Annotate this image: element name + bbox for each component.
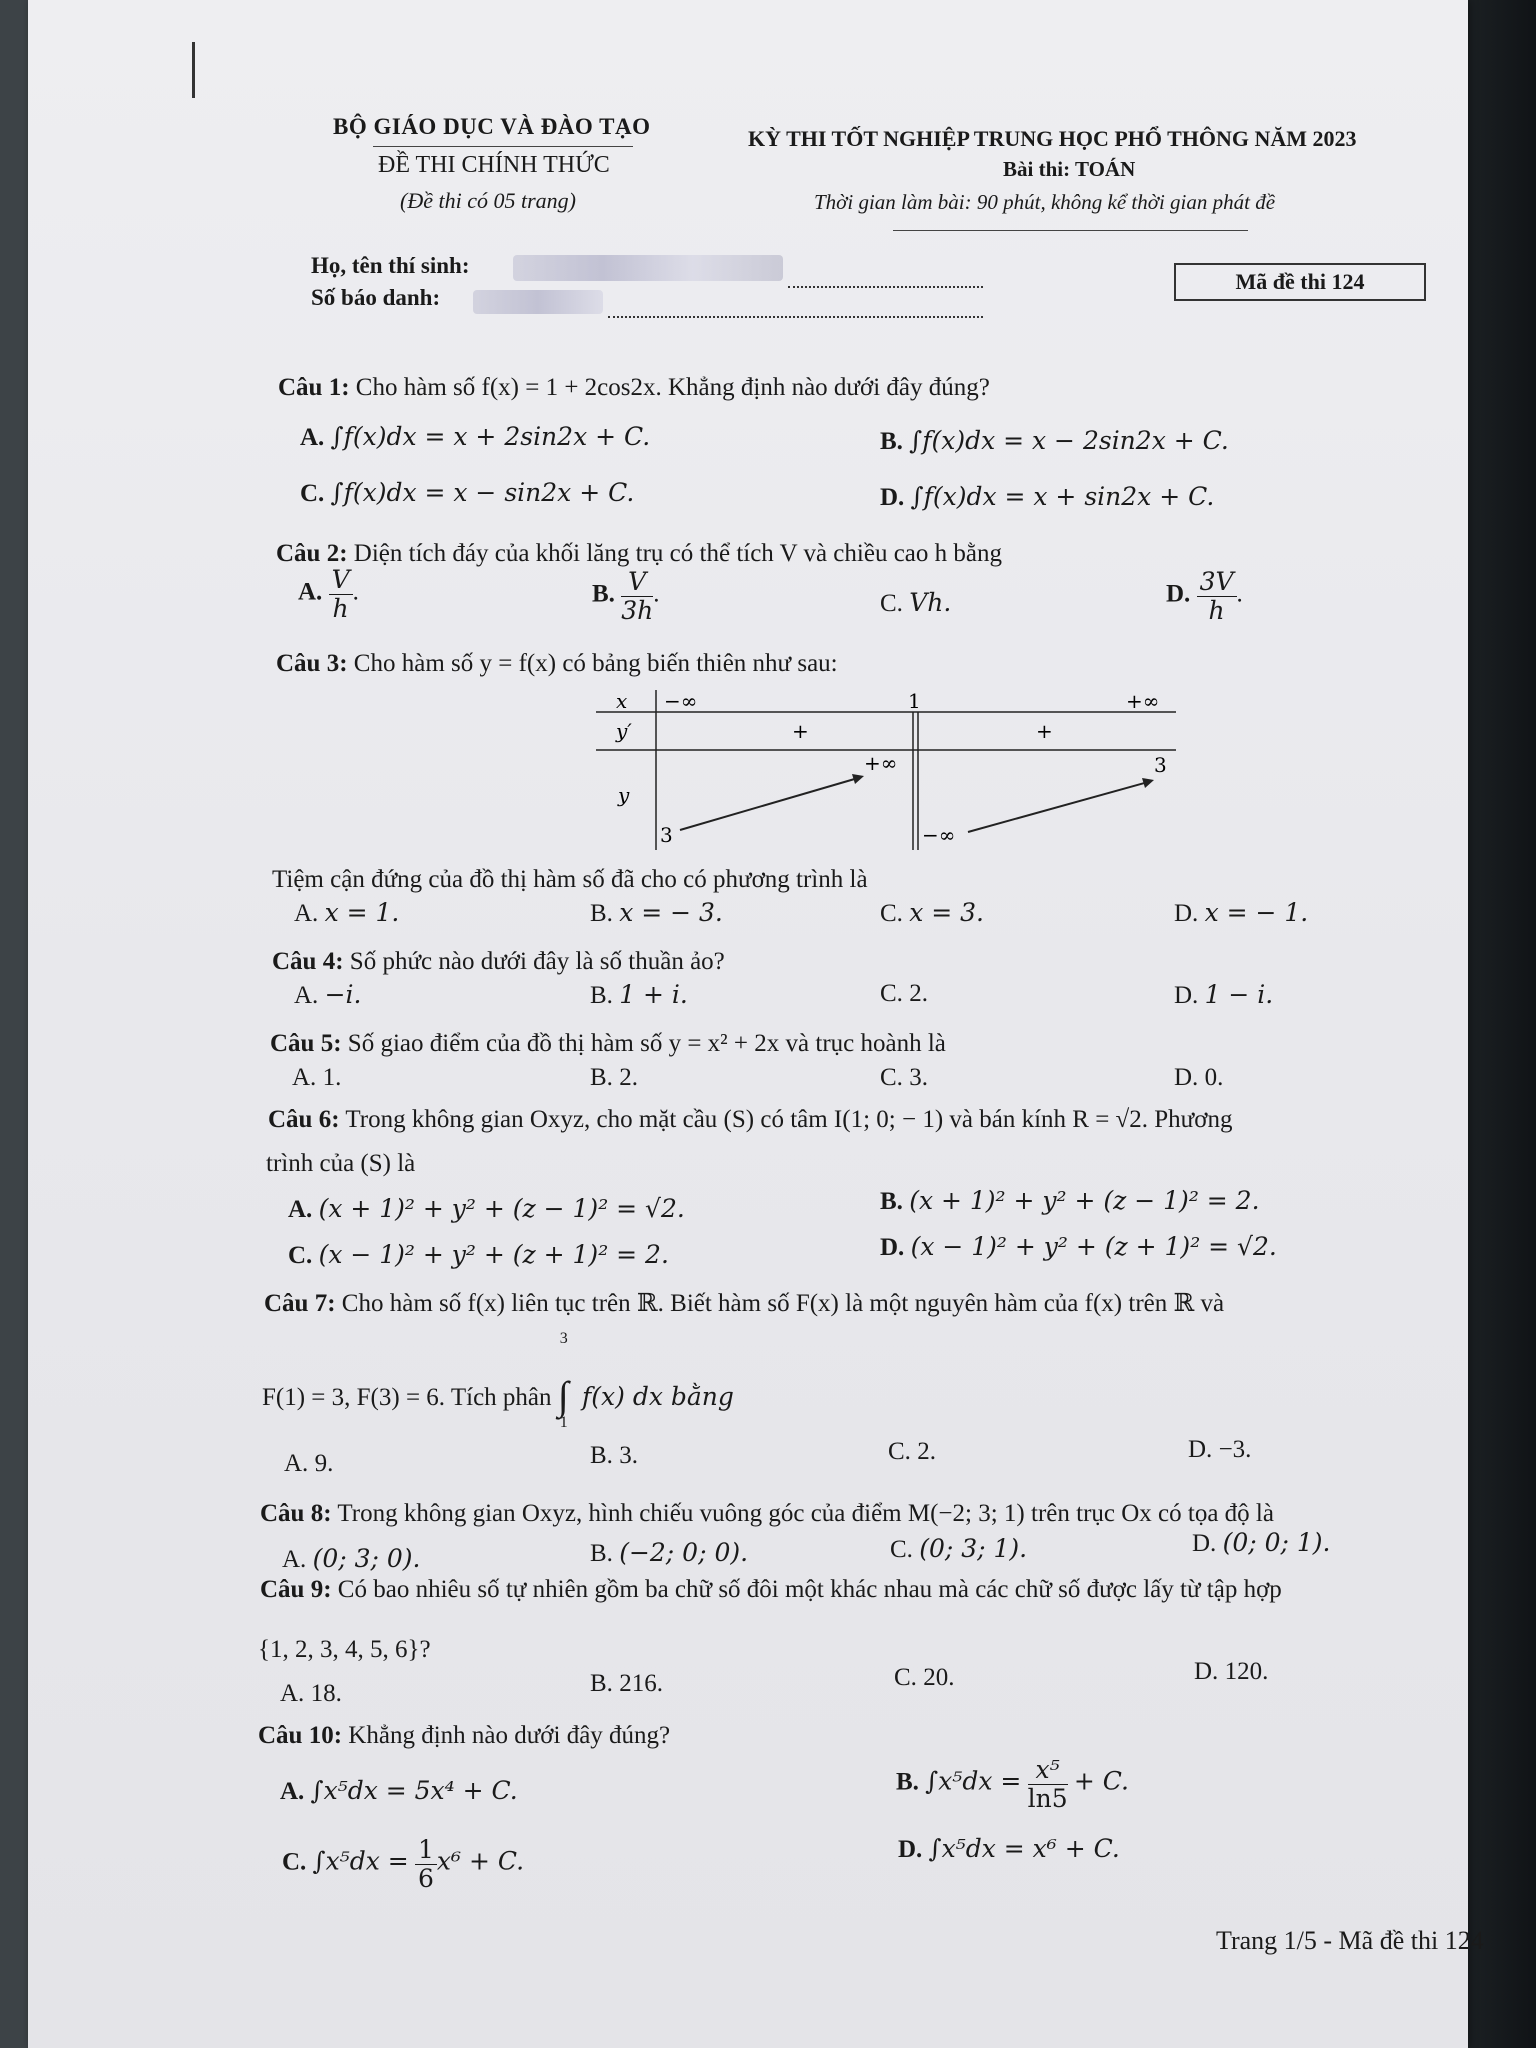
q4-option-d: D. 1 − i. [1174,980,1274,1009]
integral-lower: 1 [559,1414,568,1431]
question-3-prompt: Tiệm cận đứng của đồ thị hàm số đã cho có phương trình là [272,866,868,893]
q5-option-b: B. 2. [590,1064,638,1091]
table-x-label: x [616,690,628,713]
question-7-cont: F(1) = 3, F(3) = 6. Tích phân 3 ∫ 1 f(x) dx bằng [262,1330,734,1431]
question-3: Câu 3: Cho hàm số y = f(x) có bảng biến thiên như sau: [276,650,838,677]
q5-option-d: D. 0. [1174,1064,1224,1091]
q2-option-c: C. Vh. [880,588,952,617]
name-dotted-line [788,286,983,288]
table-plus-2: + [1036,719,1053,743]
q1-option-c: C. ∫f(x)dx = x − sin2x + C. [300,478,635,507]
q5-option-a: A. 1. [292,1064,342,1091]
variation-table [596,690,1176,850]
candidate-id-redacted [473,290,603,314]
table-y-three-right: 3 [1154,753,1167,777]
q8-option-a: A. (0; 3; 0). [282,1544,421,1573]
q10-option-c: C. ∫x⁵dx = $\frac{1}{6}$ x⁶ + C. [282,1835,525,1893]
q3-option-c: C. x = 3. [880,898,984,927]
table-y-neg-inf: −∞ [922,823,956,847]
question-6-cont: trình của (S) là [266,1150,416,1177]
q3-option-d: D. x = − 1. [1174,898,1309,927]
question-6: Câu 6: Trong không gian Oxyz, cho mặt cầu (S) có tâm I(1; 0; − 1) và bán kính R = √2. Phương [268,1106,1233,1133]
table-neg-inf: −∞ [664,690,698,713]
q4-option-b: B. 1 + i. [590,980,688,1009]
q6-option-c: C. (x − 1)² + y² + (z + 1)² = 2. [288,1240,669,1269]
exam-paper [28,0,1484,2048]
candidate-name-redacted [513,255,783,281]
q9-option-d: D. 120. [1194,1658,1269,1685]
q7-option-a: A. 9. [284,1450,334,1477]
arrow-increasing-2 [968,782,1148,832]
q7-option-d: D. −3. [1188,1436,1252,1463]
integral-icon: ∫ [557,1373,569,1418]
candidate-name-label: Họ, tên thí sinh: [311,253,470,278]
id-dotted-line [608,316,983,318]
q4-option-c: C. 2. [880,980,928,1007]
pen-mark [192,42,195,98]
exam-code-box: Mã đề thi 124 [1174,263,1426,301]
q6-option-d: D. (x − 1)² + y² + (z + 1)² = √2. [880,1232,1277,1261]
q9-option-b: B. 216. [590,1670,663,1697]
divider [373,146,633,147]
table-y-label: y [618,783,630,807]
exam-title: KỲ THI TỐT NGHIỆP TRUNG HỌC PHỔ THÔNG NĂM 2023 [748,126,1357,151]
question-10: Câu 10: Khẳng định nào dưới đây đúng? [258,1722,671,1749]
arrow-increasing-1 [680,778,858,830]
q9-option-a: A. 18. [280,1680,342,1707]
q7-option-b: B. 3. [590,1442,638,1469]
table-pos-inf: +∞ [1126,690,1160,713]
table-yprime-label: y′ [616,719,632,743]
integral-upper: 3 [559,1330,568,1347]
q1-option-b: B. ∫f(x)dx = x − 2sin2x + C. [880,426,1229,455]
q10-option-a: A. ∫x⁵dx = 5x⁴ + C. [280,1776,518,1805]
q2-option-b: B. $\frac{V}{3h}$ . [592,567,660,625]
time-label: Thời gian làm bài: 90 phút, không kể thời gian phát đề [814,190,1276,214]
table-y-pos-inf: +∞ [864,751,898,775]
q3-option-a: A. x = 1. [294,898,400,927]
divider [893,230,1248,231]
q10-option-b: B. ∫x⁵dx = $\frac{\text{x⁵}}{\ln 5}$ + C. [896,1755,1129,1813]
ministry-title: BỘ GIÁO DỤC VÀ ĐÀO TẠO [333,114,651,139]
q8-option-d: D. (0; 0; 1). [1192,1528,1331,1557]
official-label: ĐỀ THI CHÍNH THỨC [378,152,610,178]
table-plus-1: + [792,719,809,743]
q8-option-b: B. (−2; 0; 0). [590,1538,749,1567]
q2-option-a: A. $\frac{V}{h}$ . [298,565,359,623]
question-9-cont: {1, 2, 3, 4, 5, 6}? [258,1636,431,1663]
candidate-id-label: Số báo danh: [311,285,441,310]
question-7: Câu 7: Cho hàm số f(x) liên tục trên ℝ. Biết hàm số F(x) là một nguyên hàm của f(x) trên ℝ và [264,1290,1225,1317]
table-one: 1 [908,690,921,713]
question-9: Câu 9: Có bao nhiêu số tự nhiên gồm ba chữ số đôi một khác nhau mà các chữ số được lấy từ tập hợp [260,1576,1282,1603]
question-2: Câu 2: Diện tích đáy của khối lăng trụ có thể tích V và chiều cao h bằng [276,540,1002,567]
subject-label: Bài thi: TOÁN [1003,157,1136,181]
q10-option-d: D. ∫x⁵dx = x⁶ + C. [898,1834,1120,1863]
page-footer: Trang 1/5 - Mã đề thi 124 [1216,1926,1484,1955]
q6-option-a: A. (x + 1)² + y² + (z − 1)² = √2. [288,1194,685,1223]
q1-option-d: D. ∫f(x)dx = x + sin2x + C. [880,482,1215,511]
q9-option-c: C. 20. [894,1664,955,1691]
table-y-three-left: 3 [660,823,673,847]
q4-option-a: A. −i. [294,980,362,1009]
q2-option-d: D. $\frac{3V}{h}$ . [1166,567,1243,625]
question-8: Câu 8: Trong không gian Oxyz, hình chiếu vuông góc của điểm M(−2; 3; 1) trên trục Ox có tọa độ là [260,1500,1274,1527]
question-5: Câu 5: Số giao điểm của đồ thị hàm số y = x² + 2x và trục hoành là [270,1030,946,1057]
q6-option-b: B. (x + 1)² + y² + (z − 1)² = 2. [880,1186,1260,1215]
question-4: Câu 4: Số phức nào dưới đây là số thuần ảo? [272,948,725,975]
q5-option-c: C. 3. [880,1064,928,1091]
q1-option-a: A. ∫f(x)dx = x + 2sin2x + C. [300,422,651,451]
question-1: Câu 1: Cho hàm số f(x) = 1 + 2cos2x. Khẳng định nào dưới đây đúng? [278,374,990,401]
q7-option-c: C. 2. [888,1438,936,1465]
page-count: (Đề thi có 05 trang) [400,188,576,213]
q8-option-c: C. (0; 3; 1). [890,1534,1028,1563]
q3-option-b: B. x = − 3. [590,898,723,927]
